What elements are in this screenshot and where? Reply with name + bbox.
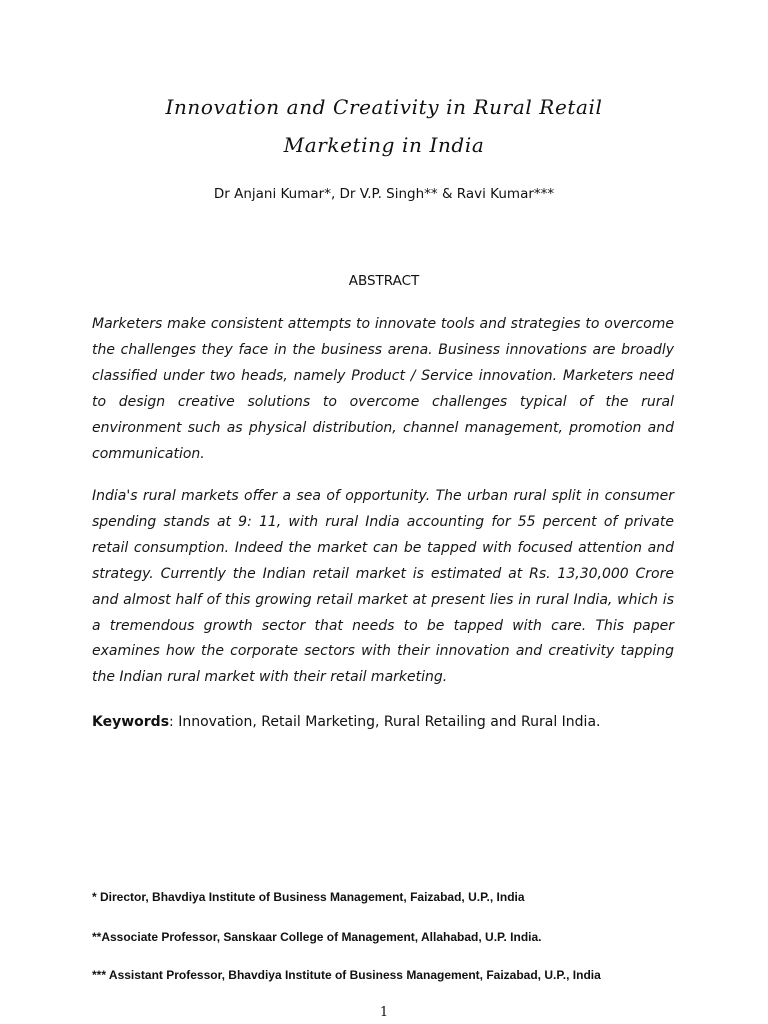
abstract-paragraph-1: Marketers make consistent attempts to innovate tools and strategies to overcome the challenges they face in the business arena. Business innovations are broadly classified under two heads, namely Product / Service innovation. Marketers need to design creative solutions to overcome challenges typical of the rural environment such as physical distribution, channel management, promotion and communication. — [92, 316, 674, 462]
keywords-line — [92, 711, 692, 733]
abstract-paragraph-2: India's rural markets offer a sea of opportunity. The urban rural split in consumer spending stands at 9: 11, with rural India accounting for 55 percent of private retail consumption. Indeed the market can be tapped with focused attention and strategy. Currently the Indian retail market is estimated at Rs. 13,30,000 Crore and almost half of this growing retail market at present lies in rural India, which is a tremendous growth sector that needs to be tapped with care. This paper examines how the corporate sectors with their innovation and creativity tapping the Indian rural market with their retail marketing. — [92, 488, 674, 686]
affiliation-1: * Director, Bhavdiya Institute of Business Management, Faizabad, U.P., India — [92, 890, 525, 904]
paper-title-line-2: Marketing in India — [283, 133, 485, 157]
author-list: Dr Anjani Kumar*, Dr V.P. Singh** & Ravi Kumar*** — [213, 186, 555, 202]
abstract-heading: ABSTRACT — [348, 273, 420, 289]
page-number: 1 — [379, 1005, 389, 1020]
affiliation-3: *** Assistant Professor, Bhavdiya Institute of Business Management, Faizabad, U.P., India — [92, 968, 601, 982]
keywords-label: Keywords — [92, 714, 170, 730]
keywords-text: : Innovation, Retail Marketing, Rural Retailing and Rural India. — [169, 714, 601, 730]
paper-title-line-1: Innovation and Creativity in Rural Retail — [165, 95, 603, 119]
affiliation-2: **Associate Professor, Sanskaar College of Management, Allahabad, U.P. India. — [92, 930, 542, 944]
